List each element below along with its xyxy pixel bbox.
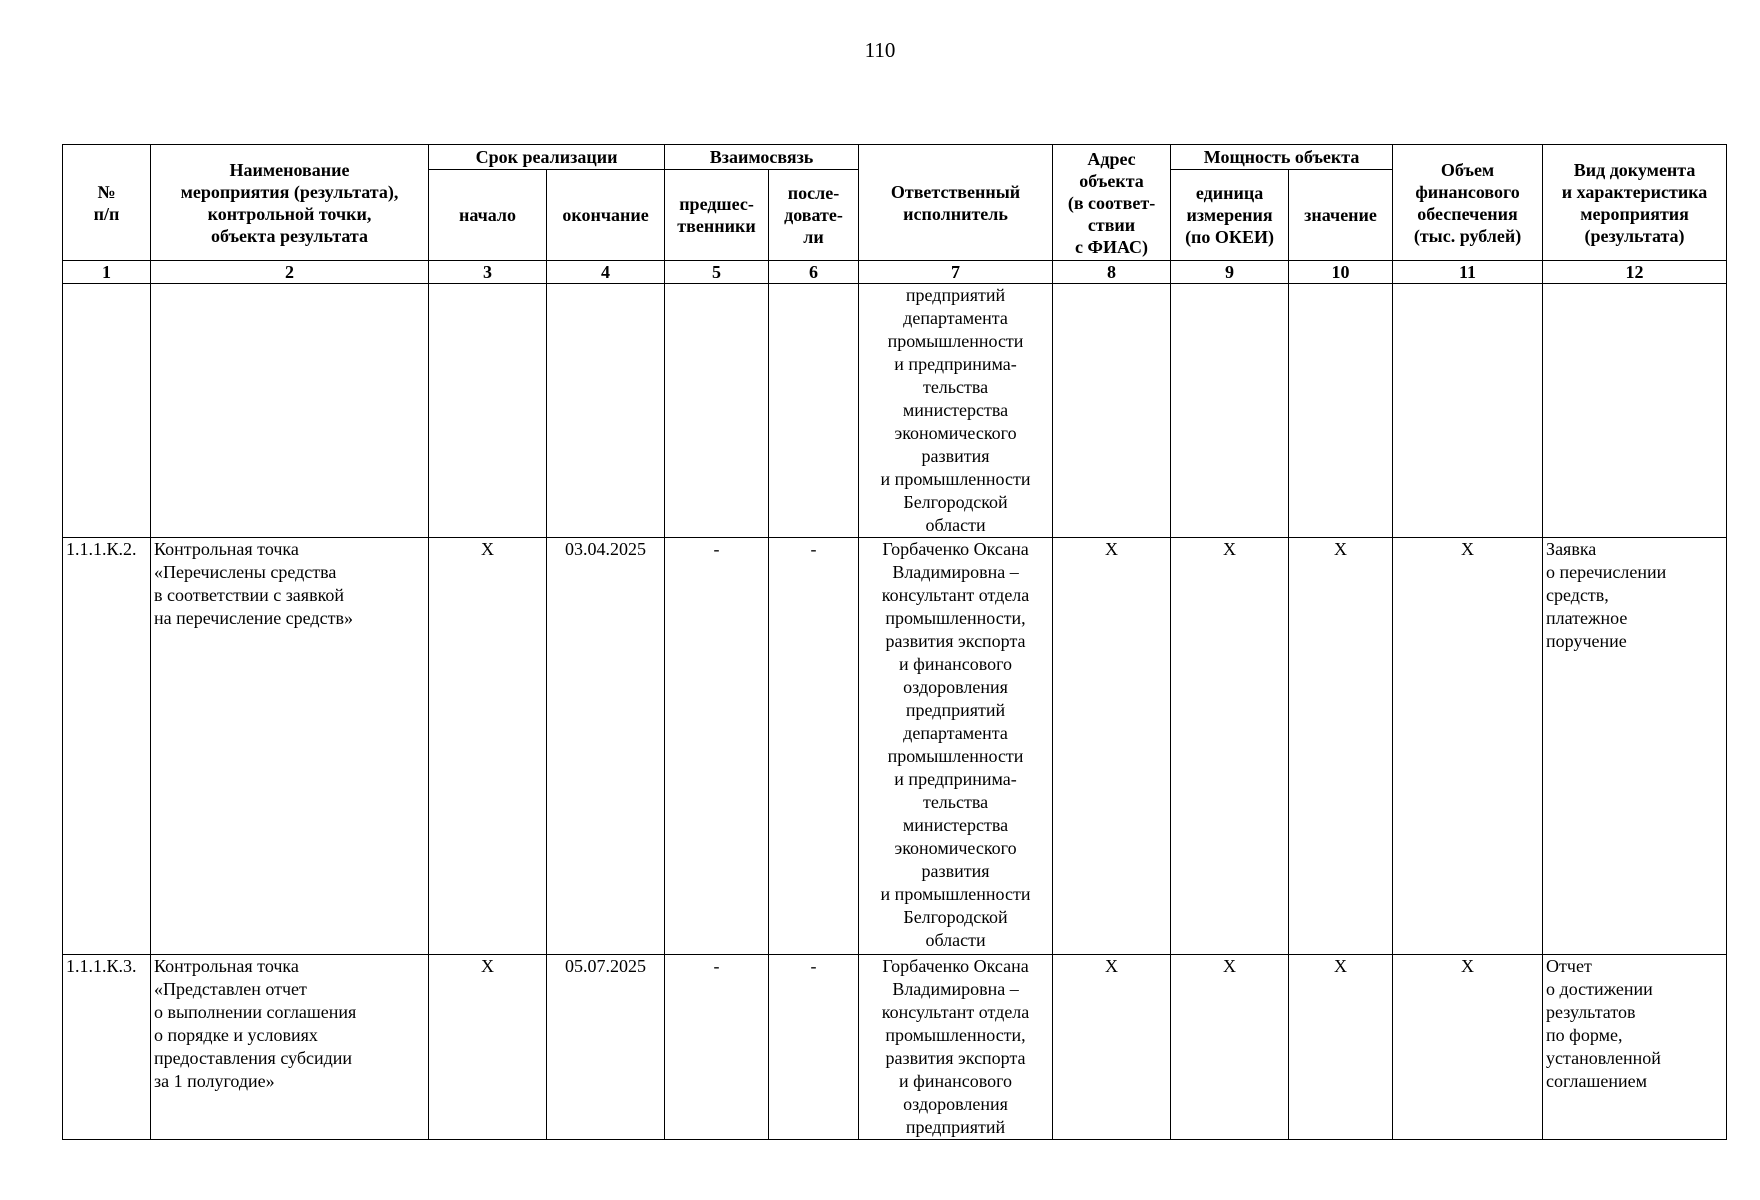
cell-doc: Заявка о перечислении средств, платежное поручение — [1543, 538, 1727, 955]
plan-table — [62, 144, 1727, 1140]
cell-unit — [1171, 284, 1289, 538]
column-number: 5 — [665, 261, 769, 284]
cell-start: X — [429, 538, 547, 955]
column-number: 6 — [769, 261, 859, 284]
column-number: 10 — [1289, 261, 1393, 284]
page-number: 110 — [864, 38, 896, 62]
column-number: 4 — [547, 261, 665, 284]
cell-next: - — [769, 538, 859, 955]
cell-address — [1053, 284, 1171, 538]
cell-finance: X — [1393, 538, 1543, 955]
cell-num — [63, 284, 151, 538]
table-row — [63, 538, 1727, 955]
cell-prev: - — [665, 538, 769, 955]
cell-executor: Горбаченко Оксана Владимировна – консультант отдела промышленности, развития экспорта и финансового оздоровления предприятий департамента промышленности и предпринима- тельства министерства экономического развития и промышленности Белгородской области — [859, 538, 1053, 955]
cell-name: Контрольная точка «Перечислены средства в соответствии с заявкой на перечисление средств» — [151, 538, 429, 955]
cell-prev — [665, 284, 769, 538]
cell-value — [1289, 284, 1393, 538]
header-capacity-value: значение — [1289, 170, 1393, 261]
cell-name — [151, 284, 429, 538]
cell-num: 1.1.1.К.3. — [63, 955, 151, 1140]
column-number: 9 — [1171, 261, 1289, 284]
header-row-top — [63, 145, 1727, 170]
header-capacity-unit: единица измерения (по ОКЕИ) — [1171, 170, 1289, 261]
header-term-start: начало — [429, 170, 547, 261]
cell-start — [429, 284, 547, 538]
header-num: № п/п — [63, 145, 151, 261]
cell-end — [547, 284, 665, 538]
cell-finance: X — [1393, 955, 1543, 1140]
column-number: 7 — [859, 261, 1053, 284]
header-link-group: Взаимосвязь — [665, 145, 859, 170]
cell-executor: Горбаченко Оксана Владимировна – консультант отдела промышленности, развития экспорта и финансового оздоровления предприятий — [859, 955, 1053, 1140]
header-doc: Вид документа и характеристика мероприятия (результата) — [1543, 145, 1727, 261]
column-number: 8 — [1053, 261, 1171, 284]
table-row — [63, 955, 1727, 1140]
cell-end: 03.04.2025 — [547, 538, 665, 955]
header-name: Наименование мероприятия (результата), контрольной точки, объекта результата — [151, 145, 429, 261]
cell-num: 1.1.1.К.2. — [63, 538, 151, 955]
header-capacity-group: Мощность объекта — [1171, 145, 1393, 170]
header-link-next: после- довате- ли — [769, 170, 859, 261]
cell-value: X — [1289, 955, 1393, 1140]
cell-end: 05.07.2025 — [547, 955, 665, 1140]
cell-unit: X — [1171, 955, 1289, 1140]
header-executor: Ответственный исполнитель — [859, 145, 1053, 261]
cell-value: X — [1289, 538, 1393, 955]
column-number: 1 — [63, 261, 151, 284]
header-term-group: Срок реализации — [429, 145, 665, 170]
cell-executor: предприятий департамента промышленности и предпринима- тельства министерства экономического развития и промышленности Белгородской области — [859, 284, 1053, 538]
cell-next: - — [769, 955, 859, 1140]
column-number: 12 — [1543, 261, 1727, 284]
cell-address: X — [1053, 955, 1171, 1140]
cell-address: X — [1053, 538, 1171, 955]
cell-unit: X — [1171, 538, 1289, 955]
cell-next — [769, 284, 859, 538]
cell-doc: Отчет о достижении результатов по форме, установленной соглашением — [1543, 955, 1727, 1140]
column-number: 2 — [151, 261, 429, 284]
table-row — [63, 284, 1727, 538]
cell-finance — [1393, 284, 1543, 538]
cell-doc — [1543, 284, 1727, 538]
column-number-row — [63, 261, 1727, 284]
column-number: 11 — [1393, 261, 1543, 284]
header-finance: Объем финансового обеспечения (тыс. рублей) — [1393, 145, 1543, 261]
column-number: 3 — [429, 261, 547, 284]
cell-name: Контрольная точка «Представлен отчет о выполнении соглашения о порядке и условиях предоставления субсидии за 1 полугодие» — [151, 955, 429, 1140]
header-term-end: окончание — [547, 170, 665, 261]
header-address: Адрес объекта (в соответ- ствии с ФИАС) — [1053, 145, 1171, 261]
cell-prev: - — [665, 955, 769, 1140]
cell-start: X — [429, 955, 547, 1140]
header-link-prev: предшес- твенники — [665, 170, 769, 261]
